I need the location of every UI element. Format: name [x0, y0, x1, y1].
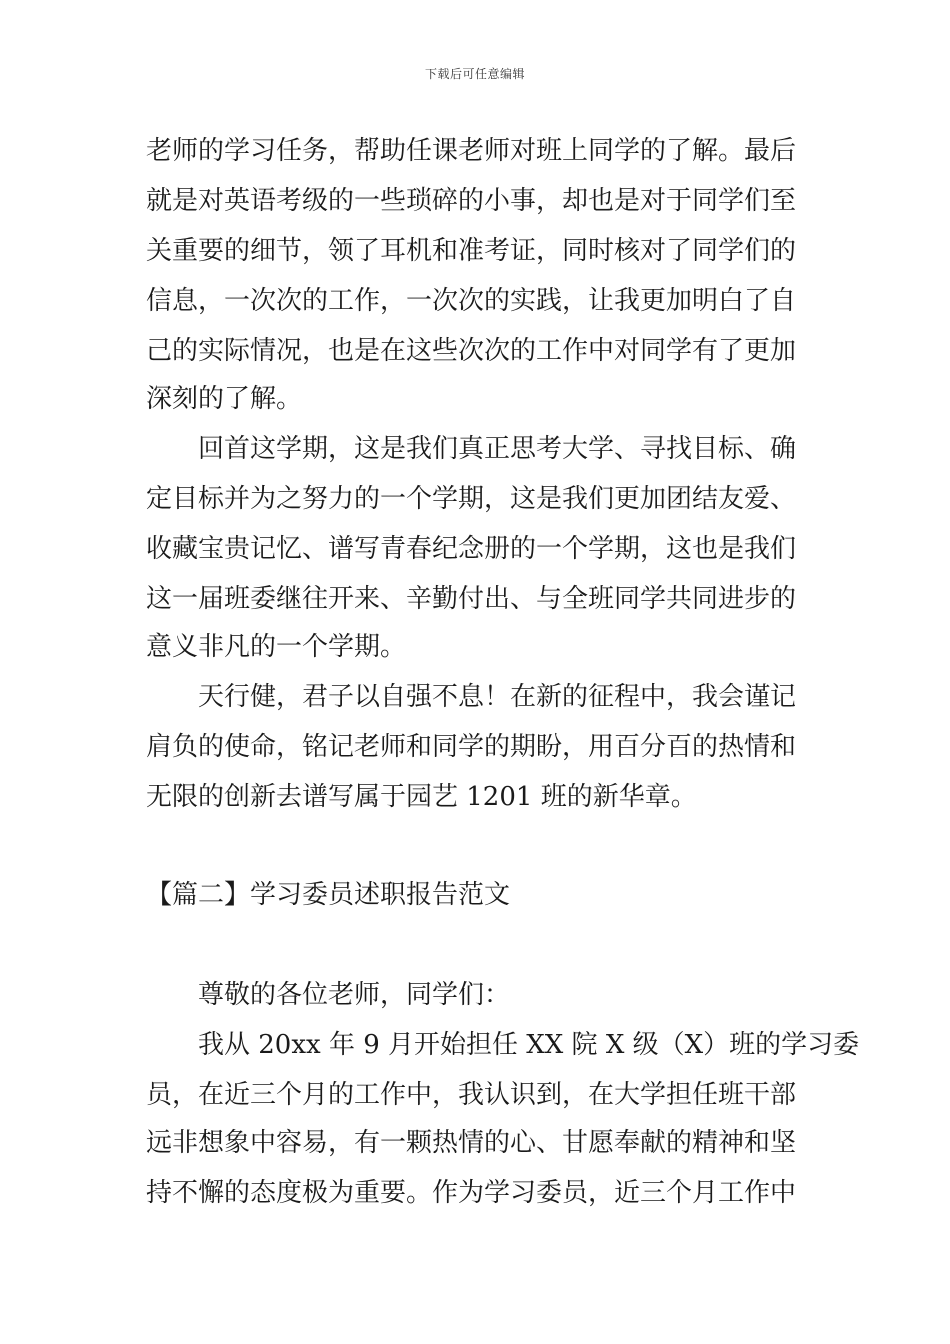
paragraph-start: 回首这学期，这是我们真正思考大学、寻找目标、确	[198, 434, 797, 464]
text-line: 己的实际情况，也是在这些次次的工作中对同学有了更加	[146, 336, 797, 366]
text-line: 无限的创新去谱写属于园艺 1201 班的新华章。	[146, 782, 697, 812]
text-line: 就是对英语考级的一些琐碎的小事，却也是对于同学们至	[146, 186, 797, 216]
text-line: 老师的学习任务，帮助任课老师对班上同学的了解。最后	[146, 136, 797, 166]
text-line: 深刻的了解。	[146, 384, 303, 414]
text-line: 持不懈的态度极为重要。作为学习委员，近三个月工作中	[146, 1178, 797, 1208]
text-line: 意义非凡的一个学期。	[146, 632, 407, 662]
paragraph-start: 天行健，君子以自强不息！在新的征程中，我会谨记	[198, 682, 797, 712]
section-heading: 【篇二】学习委员述职报告范文	[146, 880, 511, 910]
text-line: 定目标并为之努力的一个学期，这是我们更加团结友爱、	[146, 484, 797, 514]
text-line: 远非想象中容易，有一颗热情的心、甘愿奉献的精神和坚	[146, 1128, 797, 1158]
text-line: 收藏宝贵记忆、谱写青春纪念册的一个学期，这也是我们	[146, 534, 797, 564]
text-line: 关重要的细节，领了耳机和准考证，同时核对了同学们的	[146, 236, 797, 266]
page-header: 下载后可任意编辑	[424, 67, 525, 81]
text-line: 信息，一次次的工作，一次次的实践，让我更加明白了自	[146, 286, 797, 316]
paragraph-start: 我从 20xx 年 9 月开始担任 XX 院 X 级（X）班的学习委	[198, 1030, 860, 1060]
text-line: 员，在近三个月的工作中，我认识到，在大学担任班干部	[146, 1080, 797, 1110]
text-line: 肩负的使命，铭记老师和同学的期盼，用百分百的热情和	[146, 732, 797, 762]
salutation: 尊敬的各位老师，同学们：	[198, 980, 511, 1010]
text-line: 这一届班委继往开来、辛勤付出、与全班同学共同进步的	[146, 584, 797, 614]
